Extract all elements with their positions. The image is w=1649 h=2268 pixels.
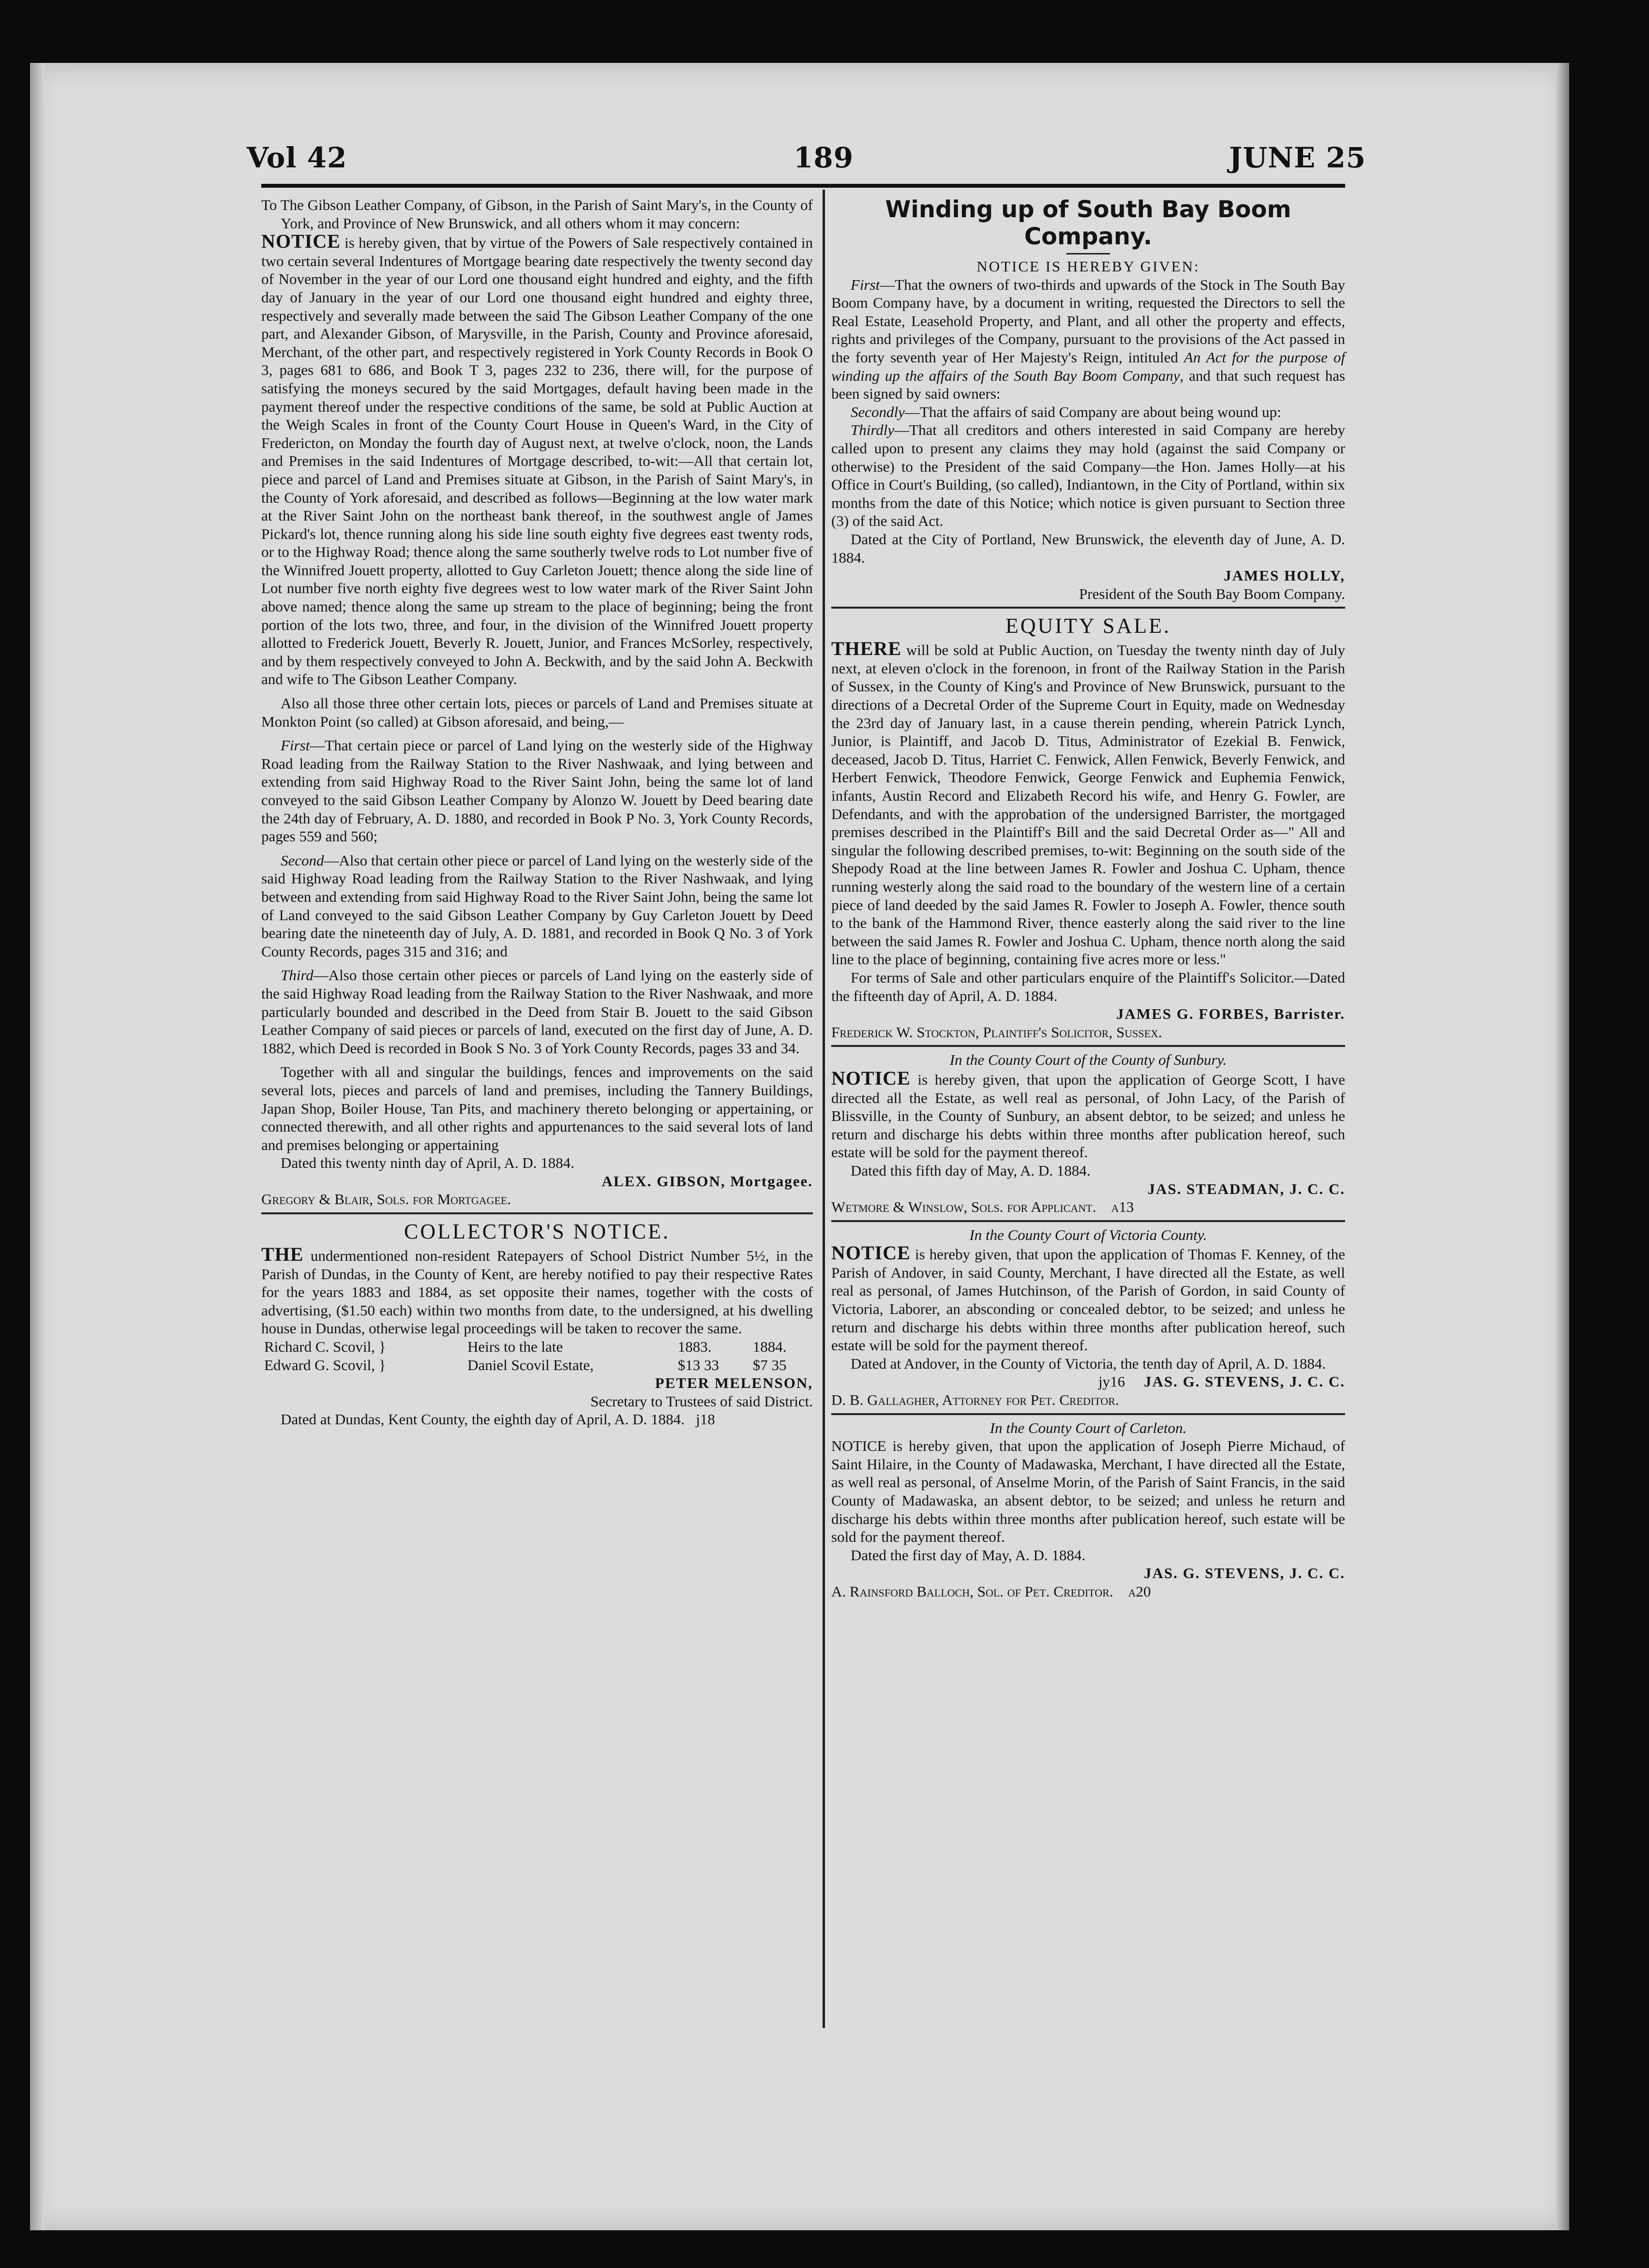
south-bay-second-text: —That the affairs of said Company are about being wound up:	[904, 403, 1281, 420]
ratepayer-desc: Daniel Scovil Estate,	[467, 1356, 594, 1373]
ratepayer-desc: Heirs to the late	[467, 1338, 563, 1356]
collector-lead: THE	[261, 1243, 304, 1266]
gibson-second-text: —Also that certain other piece or parcel of Land lying on the westerly side of the said Highway Road leading from the Railway Station to the River Nashwaak, and lying between and extending from said Highway Road to the River Saint John, being the same lot of Land conveyed to the said Gibson Leather Company by Guy Carleton Jouett by Deed bearing date the nineteenth day of July, A. D. 1881, and recorded in Book Q No. 3 of York County Records, pages 315 and 316; and	[261, 851, 813, 960]
equity-solicitor: Frederick W. Stockton, Plaintiff's Solicitor, Sussex.	[831, 1023, 1162, 1041]
gibson-third	[261, 966, 813, 1057]
collector-signature: PETER MELENSON,	[655, 1374, 813, 1392]
victoria-notice	[831, 1226, 1345, 1409]
gibson-body	[261, 232, 813, 688]
victoria-body-text: is hereby given, that upon the application of Thomas F. Kenney, of the Parish of Andover, in said County, Merchant, I have directed all the Estate, as well real as personal, of James Hutchinson, of the Parish of Gordon, in said County of Victoria, Laborer, an absconding or concealed debtor, to be seized; and unless he return and discharge his debts within three months after publication hereof, such estate will be sold for the payment thereof.	[831, 1246, 1345, 1354]
rate-1883: 1883.	[677, 1338, 712, 1356]
rate-1884: 1884.	[752, 1338, 787, 1356]
carleton-solicitor	[831, 1582, 1345, 1601]
south-bay-second	[831, 403, 1345, 421]
rate-1883: $13 33	[677, 1356, 720, 1373]
rate-1884: $7 35	[752, 1356, 787, 1373]
spacer	[261, 846, 813, 851]
gibson-body-text: is hereby given, that by virtue of the Powers of Sale respectively contained in two certain several Indentures of Mortgage bearing date respectively the twenty second day of November in the year of our Lord one thousand eight hundred and eighty, and the fifth day of January in the year of our Lord one thousand eight hundred and eighty three, respectively and severally made between the said The Gibson Leather Company of the one part, and Alexander Gibson, of Marysville, in the Parish, County and Province aforesaid, Merchant, of the other part, and respectively registered in York County Records in Book O 3, pages 681 to 686, and Book T 3, pages 232 to 236, there will, for the purpose of satisfying the moneys secured by the said Mortgages, default having been made in the payment thereof under the respective conditions of the same, be sold at Public Auction at the Weigh Scales in front of the County Court House in Queen's Ward, in the City of Fredericton, on Monday the fourth day of August next, at twelve o'clock, noon, the Lands and Premises in the said Indentures of Mortgage described, to-wit:—All that certain lot, piece and parcel of Land and Premises situate at Gibson, in the Parish of Saint Mary's, in the County of York aforesaid, and described as follows—Beginning at the low water mark at the River Saint John on the northeast bank thereof, in the southwest angle of James Pickard's lot, thence running along his side line south eighty five degrees east twenty rods, or to the Highway Road; thence along the same southerly twelve rods to Lot number five of the Winnifred Jouett property, allotted to Guy Carleton Jouett; thence along the side line of Lot number five north eighty five degrees west to low water mark of the River Saint John above named; thence along the same up stream to the place of beginning; being the front portion of the lots two, three, and four, in the division of the Winnifred Jouett property allotted to Frederick Jouett, Beverly R. Jouett, Junior, and Frances McSorley, respectively, and by them respectively conveyed to John A. Beckwith, and by the said John A. Beckwith and wife to The Gibson Leather Company.	[261, 234, 813, 688]
spacer	[261, 731, 813, 736]
carleton-code: a20	[1128, 1582, 1151, 1600]
ratepayer-name: Richard C. Scovil, }	[264, 1338, 386, 1356]
ratepayer-table	[261, 1338, 813, 1374]
victoria-code: jy16	[1098, 1373, 1125, 1390]
south-bay-subtitle: NOTICE IS HEREBY GIVEN:	[976, 258, 1200, 275]
victoria-dated: Dated at Andover, in the County of Victoria, the tenth day of April, A. D. 1884.	[851, 1355, 1326, 1372]
gibson-third-label: Third	[281, 967, 314, 984]
right-column	[831, 196, 1345, 1601]
victoria-attorney: D. B. Gallagher, Attorney for Pet. Creditor.	[831, 1391, 1119, 1409]
collector-secretary: Secretary to Trustees of said District.	[590, 1392, 813, 1410]
section-rule	[831, 607, 1345, 609]
gibson-notice	[261, 196, 813, 1209]
gibson-first-label: First	[281, 737, 310, 754]
gibson-signature: ALEX. GIBSON, Mortgagee.	[601, 1172, 813, 1190]
sunbury-code: a13	[1111, 1198, 1134, 1216]
equity-terms: For terms of Sale and other particulars enquire of the Plaintiff's Solicitor.—Dated the fifteenth day of April, A. D. 1884.	[831, 969, 1345, 1004]
south-bay-first-text: —That the owners of two-thirds and upwards of the Stock in The South Bay Boom Company have, by a document in writing, requested the Directors to sell the Real Estate, Leasehold Property, and Plant, and all other the property and effects, rights and privileges of the Company, pursuant to the provisions of the Act passed in the forty seventh year of Her Majesty's Reign, intituled	[831, 276, 1345, 366]
gibson-first	[261, 736, 813, 846]
gibson-solicitors: Gregory & Blair, Sols. for Mortgagee.	[261, 1191, 511, 1208]
south-bay-president: President of the South Bay Boom Company.	[1079, 585, 1345, 602]
carleton-solicitor-text: A. Rainsford Balloch, Sol. of Pet. Creditor.	[831, 1582, 1113, 1600]
section-rule	[261, 1212, 813, 1214]
sunbury-lead: NOTICE	[831, 1067, 911, 1089]
south-bay-first-label: First	[851, 276, 880, 293]
south-bay-third-text: —That all creditors and others interested in said Company are hereby called upon to present any claims they may hold (against the said Company or otherwise) to the President of the said Company—the Hon. James Holly—at his Office in Court's Building, (so called), Indiantown, in the City of Portland, within six months from the date of this Notice; which notice is given pursuant to Section three (3) of the said Act.	[831, 421, 1345, 530]
gibson-also: Also all those three other certain lots, pieces or parcels of Land and Premises situate at Monkton Point (so called) at Gibson aforesaid, and being,—	[261, 695, 813, 730]
sunbury-title: In the County Court of the County of Sunbury.	[949, 1051, 1227, 1069]
south-bay-second-label: Secondly	[851, 403, 905, 420]
spacer	[261, 960, 813, 966]
spacer	[261, 1057, 813, 1063]
south-bay-third-label: Thirdly	[851, 421, 895, 439]
issue-date: JUNE 25	[1229, 141, 1366, 174]
collector-notice	[261, 1218, 813, 1429]
south-bay-signature: JAMES HOLLY,	[1224, 567, 1345, 584]
page-edge	[1556, 63, 1569, 2230]
equity-body-text: will be sold at Public Auction, on Tuesday the twenty ninth day of July next, at eleven o'clock in the forenoon, in front of the Railway Station in the Parish of Sussex, in the County of King's and Province of New Brunswick, pursuant to the directions of a Decretal Order of the Supreme Court in Equity, made on Wednesday the 23rd day of January last, in a cause therein pending, wherein Patrick Lynch, Junior, is Plaintiff, and Jacob D. Titus, Administrator of Ezekial B. Fenwick, deceased, Jacob D. Titus, Harriet C. Fenwick, Allen Fenwick, Beverly Fenwick, and Herbert Fenwick, Theodore Fenwick, George Fenwick and Euphemia Fenwick, infants, Austin Record and Elizabeth Record his wife, and Henry G. Fowler, are Defendants, and with the approbation of the undersigned Barrister, the mortgaged premises described in the Plaintiff's Bill and the said Decretal Order as—" All and singular the following described premises, to-wit: Beginning on the south side of the Shepody Road at the line between James R. Fowler and Joshua C. Upham, thence running westerly along the said road to the boundary of the western line of a certain piece of land deeded by the said James R. Fowler to Joseph A. Fowler, thence south to the bank of the Hammond River, thence easterly along the said river to the line between the said James R. Fowler and Joshua C. Upham, thence north along the said line to the place of beginning, containing five acres more or less."	[831, 642, 1345, 968]
carleton-body-text: is hereby given, that upon the application of Joseph Pierre Michaud, of Saint Hilaire, in the County of Madawaska, Merchant, I have directed all the Estate, as well real as personal, of Anselme Morin, of the Parish of Saint Francis, in the said County of Madawaska, an absent debtor, to be seized; and unless he return and discharge his debts within three months after publication hereof, such estate will be sold for the payment thereof.	[831, 1437, 1345, 1546]
carleton-body	[831, 1437, 1345, 1546]
section-rule	[831, 1045, 1345, 1047]
south-bay-third	[831, 421, 1345, 530]
equity-sale-notice	[831, 612, 1345, 1041]
sunbury-signature: JAS. STEADMAN, J. C. C.	[1147, 1180, 1345, 1197]
header-rule	[261, 184, 1345, 188]
spacer	[261, 688, 813, 694]
sunbury-body	[831, 1069, 1345, 1162]
gibson-first-text: —That certain piece or parcel of Land lying on the westerly side of the Highway Road leading from the Railway Station to the River Nashwaak, and lying between and extending from said Highway Road to the River Saint John, being the same lot of land conveyed to the said Gibson Leather Company by Alonzo W. Jouett by Deed bearing date the 24th day of February, A. D. 1880, and recorded in Book P No. 3, York County Records, pages 559 and 560;	[261, 737, 813, 845]
gibson-together: Together with all and singular the buildings, fences and improvements on the said several lots, pieces and parcels of land and premises, including the Tannery Buildings, Japan Shop, Boiler House, Tan Pits, and machinery thereto belonging or appertaining, or connected therewith, and all other rights and appurtenances to the said several lots of land and premises belonging or appertaining	[261, 1063, 813, 1153]
south-bay-first-end: , and that such request has been signed by said owners:	[831, 367, 1345, 403]
victoria-sign-line	[831, 1373, 1345, 1391]
collector-body	[261, 1245, 813, 1338]
table-row	[261, 1338, 813, 1356]
carleton-title: In the County Court of Carleton.	[989, 1419, 1187, 1436]
south-bay-notice	[831, 196, 1345, 603]
carleton-lead: NOTICE	[831, 1437, 886, 1455]
collector-code: j18	[696, 1411, 715, 1428]
table-row	[261, 1356, 813, 1374]
carleton-notice	[831, 1419, 1345, 1601]
equity-title: EQUITY SALE.	[1005, 614, 1171, 638]
page-spine	[30, 63, 45, 2230]
collector-body-text: undermentioned non-resident Ratepayers of School District Number 5½, in the Parish of Dundas, in the County of Kent, are hereby notified to pay their respective Rates for the years 1883 and 1884, as set opposite their names, together with the costs of advertising, ($1.50 each) within two months from date, to the undersigned, at his dwelling house in Dundas, otherwise legal proceedings will be taken to recover the same.	[261, 1247, 813, 1337]
south-bay-title: Winding up of South Bay Boom Company.	[885, 196, 1291, 250]
collector-dated-text: Dated at Dundas, Kent County, the eighth day of April, A. D. 1884.	[281, 1411, 685, 1428]
equity-signature: JAMES G. FORBES, Barrister.	[1116, 1005, 1345, 1023]
equity-lead: THERE	[831, 638, 902, 660]
collector-dated	[261, 1410, 813, 1429]
south-bay-dated: Dated at the City of Portland, New Brunswick, the eleventh day of June, A. D. 1884.	[831, 530, 1345, 566]
south-bay-first	[831, 276, 1345, 403]
victoria-lead: NOTICE	[831, 1242, 911, 1264]
sunbury-solicitors-text: Wetmore & Winslow, Sols. for Applicant.	[831, 1198, 1096, 1216]
short-rule	[1066, 253, 1110, 254]
gibson-dated: Dated this twenty ninth day of April, A. D. 1884.	[281, 1154, 575, 1172]
sunbury-solicitors	[831, 1198, 1345, 1216]
victoria-title: In the County Court of Victoria County.	[969, 1226, 1207, 1243]
sunbury-notice	[831, 1051, 1345, 1216]
gibson-second	[261, 851, 813, 961]
left-column	[261, 196, 813, 1429]
south-bay-act-title: An Act for the purpose of winding up the affairs of the South Bay Boom Company	[831, 348, 1346, 384]
volume-label: Vol 42	[247, 141, 347, 174]
section-rule	[831, 1220, 1345, 1222]
victoria-body	[831, 1244, 1345, 1355]
equity-body	[831, 640, 1345, 969]
section-rule	[831, 1413, 1345, 1415]
page-number: 189	[794, 141, 854, 174]
column-divider	[823, 190, 825, 2028]
ratepayer-name: Edward G. Scovil, }	[264, 1356, 386, 1373]
victoria-signature: JAS. G. STEVENS, J. C. C.	[1143, 1373, 1345, 1390]
sunbury-dated: Dated this fifth day of May, A. D. 1884.	[851, 1162, 1091, 1179]
sunbury-body-text: is hereby given, that upon the application of George Scott, I have directed all the Estate, as well real as personal, of John Lacy, of the Parish of Blissville, in the County of Sunbury, an absent debtor, to be seized; and unless he return and discharge his debts within three months after publication hereof, such estate will be sold for the payment thereof.	[831, 1071, 1345, 1161]
gibson-second-label: Second	[281, 851, 324, 869]
gibson-lead: NOTICE	[261, 230, 341, 253]
carleton-dated: Dated the first day of May, A. D. 1884.	[851, 1546, 1086, 1564]
gibson-third-text: —Also those certain other pieces or parcels of Land lying on the easterly side of the said Highway Road leading from the Railway Station to the River Nashwaak, and more particularly bounded and described in the Deed from Stair B. Jouett to the said Gibson Leather Company of said pieces or parcels of land, executed on the first day of June, A. D. 1882, which Deed is recorded in Book S No. 3 of York County Records, pages 33 and 34.	[261, 967, 813, 1057]
carleton-signature: JAS. G. STEVENS, J. C. C.	[1143, 1565, 1345, 1582]
collector-title: COLLECTOR'S NOTICE.	[404, 1220, 670, 1244]
gibson-address: To The Gibson Leather Company, of Gibson, in the Parish of Saint Mary's, in the County of York, and Province of New Brunswick, and all others whom it may concern:	[261, 196, 813, 232]
